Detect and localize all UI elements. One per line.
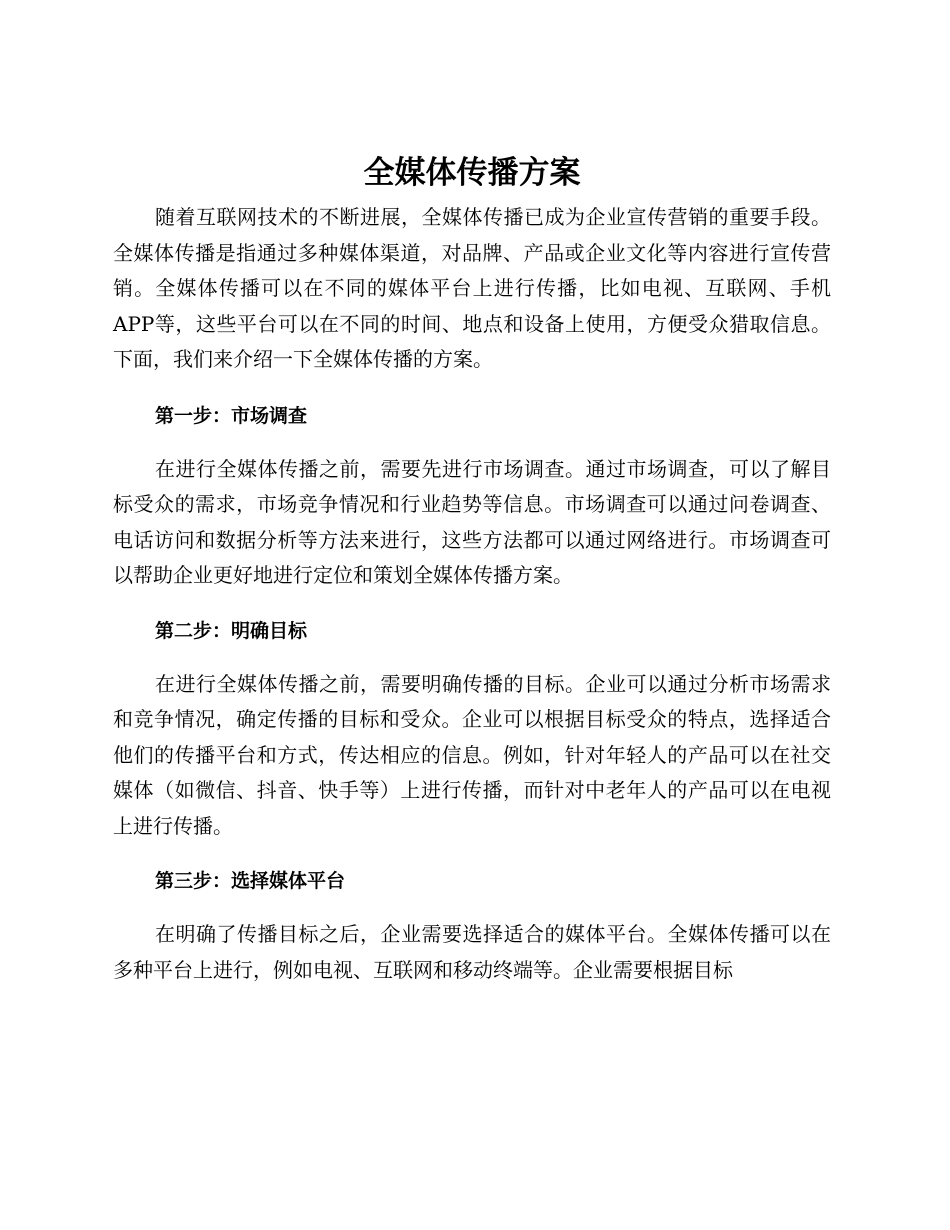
section-body-choose-platform: 在明确了传播目标之后，企业需要选择适合的媒体平台。全媒体传播可以在多种平台上进行，例如电视、互联网和移动终端等。企业需要根据目标: [113, 922, 831, 982]
document-title: 全媒体传播方案: [363, 155, 581, 191]
section-heading-market-research: 第一步：市场调查: [155, 404, 308, 427]
section-heading-define-goals: 第二步：明确目标: [155, 619, 308, 642]
section-body-define-goals: 在进行全媒体传播之前，需要明确传播的目标。企业可以通过分析市场需求和竞争情况，确定传播的目标和受众。企业可以根据目标受众的特点，选择适合他们的传播平台和方式，传达相应的信息。例如，针对年轻人的产品可以在社交媒体（如微信、抖音、快手等）上进行传播，而针对中老年人的产品可以在电视上进行传播。: [113, 671, 831, 838]
section-heading-choose-platform: 第三步：选择媒体平台: [155, 870, 346, 892]
section-body-market-research: 在进行全媒体传播之前，需要先进行市场调查。通过市场调查，可以了解目标受众的需求，市场竞争情况和行业趋势等信息。市场调查可以通过问卷调查、电话访问和数据分析等方法来进行，这些方法都可以通过网络进行。市场调查可以帮助企业更好地进行定位和策划全媒体传播方案。: [113, 456, 831, 587]
document-content: [113, 150, 831, 988]
intro-paragraph: 随着互联网技术的不断进展，全媒体传播已成为企业宣传营销的重要手段。全媒体传播是指通过多种媒体渠道，对品牌、产品或企业文化等内容进行宣传营销。全媒体传播可以在不同的媒体平台上进行传播，比如电视、互联网、手机APP等，这些平台可以在不同的时间、地点和设备上使用，方便受众猎取信息。下面，我们来介绍一下全媒体传播的方案。: [113, 205, 831, 371]
